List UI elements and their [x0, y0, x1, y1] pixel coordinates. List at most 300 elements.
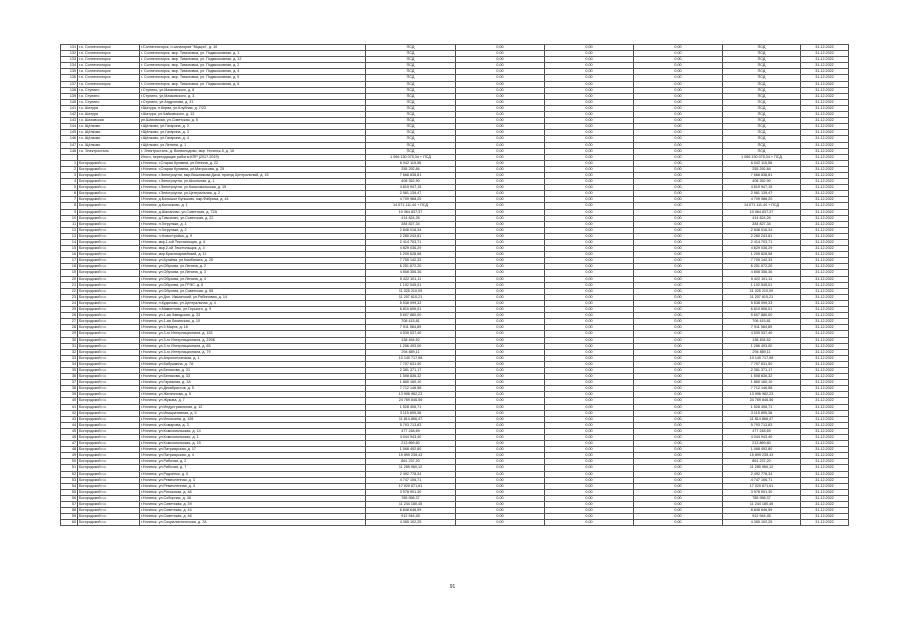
cell-total: 4 539 537,40 [366, 331, 456, 337]
cell-v2: 0,00 [545, 81, 634, 87]
cell-v1: 0,00 [456, 489, 545, 495]
cell-address: г.Ногинск, ул.Социалистическая, д. 7А [140, 520, 366, 526]
cell-v3: 0,00 [634, 185, 723, 191]
cell-v1: 0,00 [456, 355, 545, 361]
cell-address: г.Ногинск, п.Мамонтово, ул.Горького, д. 9 [140, 307, 366, 313]
cell-result: 255 292,84 [723, 166, 801, 172]
cell-address: г.Ногинск, ул.Белякова, д. 31 [140, 367, 366, 373]
cell-result: 294 889,11 [723, 349, 801, 355]
cell-v2: 0,00 [545, 258, 634, 264]
cell-v1: 0,00 [456, 288, 545, 294]
cell-municipality: Богородский г.о. [78, 435, 140, 441]
cell-v3: 0,00 [634, 160, 723, 166]
cell-v1: 0,00 [456, 112, 545, 118]
cell-result: 4 747 106,71 [723, 477, 801, 483]
cell-v2: 0,00 [545, 416, 634, 422]
cell-municipality: Богородский г.о. [78, 294, 140, 300]
cell-date: 31.12.2022 [801, 349, 849, 355]
cell-v1: 0,00 [456, 367, 545, 373]
cell-no: 133 [61, 57, 78, 63]
cell-v2: 0,00 [545, 471, 634, 477]
cell-v1: 0,00 [456, 349, 545, 355]
cell-municipality: г.о. Ступино [78, 99, 140, 105]
cell-result: 213 869,60 [723, 441, 801, 447]
cell-total: 3 978 901,30 [366, 489, 456, 495]
cell-date: 31.12.2022 [801, 514, 849, 520]
cell-result: ПСД [723, 105, 801, 111]
cell-date: 31.12.2022 [801, 233, 849, 239]
cell-date: 31.12.2022 [801, 502, 849, 508]
cell-municipality: Богородский г.о. [78, 172, 140, 178]
cell-no: 27 [61, 319, 78, 325]
cell-result: 785 958,37 [723, 495, 801, 501]
cell-result: 8 848 646,59 [723, 508, 801, 514]
cell-date: 31.12.2022 [801, 313, 849, 319]
cell-total: 1 508 836,32 [366, 374, 456, 380]
cell-result: 284 827,34 [723, 221, 801, 227]
cell-address: г.Щёлково, ул.Гагарина, д. 3 [140, 130, 366, 136]
cell-v3: 0,00 [634, 136, 723, 142]
cell-v2: 0,00 [545, 130, 634, 136]
cell-no: 60 [61, 520, 78, 526]
cell-result: 708 415,81 [723, 319, 801, 325]
cell-municipality: Богородский г.о. [78, 215, 140, 221]
cell-date: 31.12.2022 [801, 392, 849, 398]
cell-date: 31.12.2022 [801, 118, 849, 124]
cell-v1: 0,00 [456, 313, 545, 319]
cell-address: г.Ногинск, ул.Индустриальная, д. 12 [140, 404, 366, 410]
cell-total: ПСД [366, 112, 456, 118]
cell-total: ПСД [366, 99, 456, 105]
cell-address: г.Ногинск, ул.Комарова, д. 3 [140, 422, 366, 428]
cell-result: 2 981 139,47 [723, 191, 801, 197]
cell-municipality: г.о. Солнечногорск [78, 75, 140, 81]
cell-address: г. Солнечногорск, мкр. Тимоховка, ул. Подмосковная, д. 1 [140, 51, 366, 57]
cell-date: 31.12.2022 [801, 81, 849, 87]
cell-municipality: Богородский г.о. [78, 508, 140, 514]
cell-result: ПСД [723, 99, 801, 105]
cell-total: 708 415,81 [366, 319, 456, 325]
cell-v3: 0,00 [634, 447, 723, 453]
cell-v3: 0,00 [634, 367, 723, 373]
cell-v1: 0,00 [456, 252, 545, 258]
cell-total: 294 889,11 [366, 349, 456, 355]
cell-v1: 0,00 [456, 118, 545, 124]
cell-v2: 0,00 [545, 227, 634, 233]
cell-total: 5 607 880,00 [366, 313, 456, 319]
cell-result: 1 056 130 075,34 + ПСД [723, 154, 801, 160]
cell-v2: 0,00 [545, 160, 634, 166]
cell-result: 5 538 099,33 [723, 300, 801, 306]
cell-no: 14 [61, 240, 78, 246]
cell-address: г.Щёлково, ул.Гагарина, д. 4 [140, 136, 366, 142]
cell-v1: 0,00 [456, 87, 545, 93]
cell-municipality: Богородский г.о. [78, 441, 140, 447]
cell-municipality: Богородский г.о. [78, 398, 140, 404]
cell-address: г.Ногинск, ул.Рабочая, д. 7 [140, 465, 366, 471]
cell-date: 31.12.2022 [801, 495, 849, 501]
cell-v2: 0,00 [545, 197, 634, 203]
cell-address: г.Ногинск, ул.1-ая Заводская, д. 33 [140, 313, 366, 319]
cell-result: 7 707 631,50 [723, 361, 801, 367]
cell-v1: 0,00 [456, 398, 545, 404]
cell-result: 1 860 160,10 [723, 380, 801, 386]
table-body [61, 45, 849, 526]
cell-address: г.Ногинск, мкр.2-ой Текстильщик, д. 4 [140, 246, 366, 252]
cell-result: 4 044 943,40 [723, 435, 801, 441]
cell-v3: 0,00 [634, 215, 723, 221]
cell-no: 148 [61, 148, 78, 154]
cell-address: г.Ногинск, ул.Бугаёва, ул.Комбината, д. 25 [140, 258, 366, 264]
cell-municipality: г.о. Солнечногорск [78, 69, 140, 75]
cell-municipality: Богородский г.о. [78, 203, 140, 209]
cell-v3: 0,00 [634, 69, 723, 75]
cell-no: 8 [61, 203, 78, 209]
cell-v1: 0,00 [456, 179, 545, 185]
cell-address: г.Ногинск, ул.Советская, д. 46 [140, 514, 366, 520]
cell-municipality: Богородский г.о. [78, 246, 140, 252]
cell-municipality: Богородский г.о. [78, 252, 140, 258]
cell-v2: 0,00 [545, 172, 634, 178]
cell-no: 41 [61, 404, 78, 410]
cell-municipality: Богородский г.о. [78, 343, 140, 349]
cell-v3: 0,00 [634, 471, 723, 477]
cell-result: 14 071 111,44 + ПСД [723, 203, 801, 209]
cell-total: 24 769 846,56 [366, 398, 456, 404]
cell-result: 13 996 982,23 [723, 392, 801, 398]
cell-result: 11 814 866,47 [723, 416, 801, 422]
cell-date: 31.12.2022 [801, 428, 849, 434]
cell-total: 255 292,84 [366, 166, 456, 172]
cell-v2: 0,00 [545, 495, 634, 501]
cell-v1: 0,00 [456, 428, 545, 434]
cell-v2: 0,00 [545, 355, 634, 361]
cell-total: ПСД [366, 130, 456, 136]
cell-municipality: Богородский г.о. [78, 185, 140, 191]
cell-municipality: Богородский г.о. [78, 160, 140, 166]
cell-address: г.Ногинск, д.Кососково, д. 1 [140, 203, 366, 209]
cell-address: г. Солнечногорск, мкр. Тимоховка, ул. Подмосковная, д. 5 [140, 75, 366, 81]
cell-municipality: г.о. Ступино [78, 87, 140, 93]
cell-v2: 0,00 [545, 508, 634, 514]
cell-result: 7 911 584,89 [723, 325, 801, 331]
cell-result: 6 042 115,56 [723, 160, 801, 166]
cell-address: г.Ногинск, г.Электроугли, ул.Школьная, д. 1 [140, 179, 366, 185]
cell-v3: 0,00 [634, 349, 723, 355]
cell-no: 141 [61, 105, 78, 111]
cell-date: 31.12.2022 [801, 416, 849, 422]
cell-no: 4 [61, 179, 78, 185]
cell-no: 17 [61, 258, 78, 264]
cell-v1: 0,00 [456, 483, 545, 489]
cell-date: 31.12.2022 [801, 179, 849, 185]
cell-total: 138 454,52 [366, 337, 456, 343]
cell-v2: 0,00 [545, 441, 634, 447]
cell-v2: 0,00 [545, 209, 634, 215]
cell-v3: 0,00 [634, 508, 723, 514]
cell-address: г.Ступино, ул.Маяковского, д. 3 [140, 93, 366, 99]
cell-no: 137 [61, 81, 78, 87]
cell-no: 140 [61, 99, 78, 105]
cell-date: 31.12.2022 [801, 483, 849, 489]
cell-v1: 0,00 [456, 130, 545, 136]
cell-v2: 0,00 [545, 422, 634, 428]
cell-date: 31.12.2022 [801, 520, 849, 526]
cell-v2: 0,00 [545, 459, 634, 465]
cell-municipality: г.о. Щёлково [78, 124, 140, 130]
cell-v2: 0,00 [545, 191, 634, 197]
cell-v3: 0,00 [634, 240, 723, 246]
register-table [60, 44, 849, 526]
cell-v2: 0,00 [545, 337, 634, 343]
cell-date: 31.12.2022 [801, 45, 849, 51]
cell-v3: 0,00 [634, 221, 723, 227]
cell-no: 134 [61, 63, 78, 69]
cell-municipality: Богородский г.о. [78, 331, 140, 337]
cell-v3: 0,00 [634, 258, 723, 264]
cell-address: г.Ногинск, ул.Железнова, д. 5 [140, 392, 366, 398]
cell-v3: 0,00 [634, 172, 723, 178]
cell-total: 414 824,26 [366, 215, 456, 221]
cell-v3: 0,00 [634, 441, 723, 447]
cell-no: 132 [61, 51, 78, 57]
cell-municipality: Богородский г.о. [78, 227, 140, 233]
cell-v3: 0,00 [634, 124, 723, 130]
cell-result: 1 102 545,01 [723, 282, 801, 288]
cell-v2: 0,00 [545, 246, 634, 252]
cell-v1: 0,00 [456, 185, 545, 191]
cell-result: ПСД [723, 87, 801, 93]
cell-result: ПСД [723, 45, 801, 51]
cell-no: 47 [61, 441, 78, 447]
cell-v2: 0,00 [545, 276, 634, 282]
cell-result: 7 668 838,81 [723, 172, 801, 178]
cell-date: 31.12.2022 [801, 398, 849, 404]
cell-total: 5 793 713,83 [366, 422, 456, 428]
cell-v3: 0,00 [634, 459, 723, 465]
cell-municipality: Богородский г.о. [78, 374, 140, 380]
cell-v3: 0,00 [634, 416, 723, 422]
cell-v1: 0,00 [456, 508, 545, 514]
cell-result: 7 705 142,33 [723, 258, 801, 264]
cell-total: ПСД [366, 51, 456, 57]
cell-v1: 0,00 [456, 221, 545, 227]
cell-total: 4 365 102,25 [366, 520, 456, 526]
cell-no: 33 [61, 355, 78, 361]
cell-total: 13 996 982,23 [366, 392, 456, 398]
cell-municipality: Богородский г.о. [78, 264, 140, 270]
cell-result: ПСД [723, 118, 801, 124]
cell-municipality: Богородский г.о. [78, 288, 140, 294]
cell-total: ПСД [366, 148, 456, 154]
cell-v2: 0,00 [545, 166, 634, 172]
cell-no: 53 [61, 477, 78, 483]
cell-address: г.Ногинск, д.Тимохово, ул.Советская, д. 22 [140, 215, 366, 221]
cell-date: 31.12.2022 [801, 197, 849, 203]
cell-v1: 0,00 [456, 270, 545, 276]
cell-no: 54 [61, 483, 78, 489]
cell-v1: 0,00 [456, 203, 545, 209]
cell-date: 31.12.2022 [801, 343, 849, 349]
cell-v3: 0,00 [634, 294, 723, 300]
cell-date: 31.12.2022 [801, 87, 849, 93]
cell-v3: 0,00 [634, 288, 723, 294]
cell-municipality: г.о. Солнечногорск [78, 45, 140, 51]
cell-v3: 0,00 [634, 392, 723, 398]
cell-v2: 0,00 [545, 45, 634, 51]
cell-no: 35 [61, 367, 78, 373]
cell-v3: 0,00 [634, 203, 723, 209]
cell-v1: 0,00 [456, 386, 545, 392]
cell-no: 138 [61, 87, 78, 93]
cell-address: г.Ногинск, ул.3-го Интернационала, д. 229Б [140, 337, 366, 343]
cell-date: 31.12.2022 [801, 51, 849, 57]
cell-date: 31.12.2022 [801, 276, 849, 282]
cell-municipality: г.о. Шатура [78, 112, 140, 118]
cell-result: 10 064 837,37 [723, 209, 801, 215]
cell-v3: 0,00 [634, 166, 723, 172]
cell-total: ПСД [366, 124, 456, 130]
cell-result: 7 712 146,58 [723, 386, 801, 392]
cell-v1: 0,00 [456, 502, 545, 508]
cell-municipality: г.о. Солнечногорск [78, 81, 140, 87]
cell-no: 55 [61, 489, 78, 495]
cell-total: 4 819 947,15 [366, 185, 456, 191]
cell-address: Итого, переходящие работы КПР (2017-2019) [140, 154, 366, 160]
cell-v3: 0,00 [634, 209, 723, 215]
cell-v3: 0,00 [634, 112, 723, 118]
cell-date: 31.12.2022 [801, 246, 849, 252]
cell-no: 23 [61, 294, 78, 300]
cell-total: 7 707 631,50 [366, 361, 456, 367]
cell-result: 6 810 606,01 [723, 307, 801, 313]
cell-v1: 0,00 [456, 142, 545, 148]
cell-no: 12 [61, 227, 78, 233]
cell-date: 31.12.2022 [801, 410, 849, 416]
cell-result: 1 266 493,00 [723, 343, 801, 349]
cell-v3: 0,00 [634, 81, 723, 87]
cell-result: 861 237,20 [723, 459, 801, 465]
cell-address: г.Ногинск, г.Электроугли, ул.Комсомольская, д. 15 [140, 185, 366, 191]
cell-total: ПСД [366, 93, 456, 99]
cell-no: 30 [61, 337, 78, 343]
cell-result: 414 824,26 [723, 215, 801, 221]
cell-date: 31.12.2022 [801, 374, 849, 380]
cell-v2: 0,00 [545, 233, 634, 239]
cell-v3: 0,00 [634, 435, 723, 441]
cell-v3: 0,00 [634, 252, 723, 258]
cell-total: ПСД [366, 63, 456, 69]
cell-v2: 0,00 [545, 477, 634, 483]
cell-v3: 0,00 [634, 361, 723, 367]
cell-v2: 0,00 [545, 185, 634, 191]
cell-no: 28 [61, 325, 78, 331]
cell-result: 2 381 371,17 [723, 367, 801, 373]
cell-result: 4 709 988,20 [723, 197, 801, 203]
cell-municipality: Богородский г.о. [78, 276, 140, 282]
cell-date: 31.12.2022 [801, 300, 849, 306]
cell-municipality: Богородский г.о. [78, 416, 140, 422]
cell-v3: 0,00 [634, 118, 723, 124]
cell-v3: 0,00 [634, 331, 723, 337]
cell-v1: 0,00 [456, 453, 545, 459]
cell-municipality: Богородский г.о. [78, 447, 140, 453]
cell-date: 31.12.2022 [801, 215, 849, 221]
cell-result: ПСД [723, 81, 801, 87]
cell-total: 17 020 671,61 [366, 483, 456, 489]
cell-date: 31.12.2022 [801, 160, 849, 166]
cell-total: 6 810 606,01 [366, 307, 456, 313]
cell-address: г.Ногинск, ул.Декабристов, д. 5 [140, 386, 366, 392]
cell-municipality: Богородский г.о. [78, 477, 140, 483]
cell-total: 7 712 146,58 [366, 386, 456, 392]
cell-v3: 0,00 [634, 386, 723, 392]
cell-municipality: Богородский г.о. [78, 502, 140, 508]
cell-address: г.Ногинск, ул.Соборная, д. 48 [140, 495, 366, 501]
cell-address: г.Ногинск, ул.Жукова, д. 7 [140, 398, 366, 404]
cell-no: 36 [61, 374, 78, 380]
cell-result: 24 769 846,56 [723, 398, 801, 404]
cell-total: 7 911 584,89 [366, 325, 456, 331]
cell-total: 2 381 371,17 [366, 367, 456, 373]
cell-v1: 0,00 [456, 258, 545, 264]
cell-date: 31.12.2022 [801, 105, 849, 111]
cell-v1: 0,00 [456, 166, 545, 172]
cell-date: 31.12.2022 [801, 124, 849, 130]
cell-v2: 0,00 [545, 252, 634, 258]
cell-v1: 0,00 [456, 404, 545, 410]
cell-result: 10 140 717,98 [723, 355, 801, 361]
cell-v1: 0,00 [456, 45, 545, 51]
cell-total: 8 848 646,59 [366, 508, 456, 514]
cell-v3: 0,00 [634, 99, 723, 105]
cell-no: 11 [61, 221, 78, 227]
cell-date: 31.12.2022 [801, 130, 849, 136]
cell-municipality: Богородский г.о. [78, 313, 140, 319]
cell-result: 6 251 672,20 [723, 264, 801, 270]
cell-date: 31.12.2022 [801, 154, 849, 160]
cell-date: 31.12.2022 [801, 112, 849, 118]
cell-v1: 0,00 [456, 307, 545, 313]
cell-address: г.Ногинск, ул.Обухова, ул.Ленина, д. 2 [140, 264, 366, 270]
cell-result: ПСД [723, 75, 801, 81]
cell-address: г.Ногинск, ул.Комсомольская, д. 14 [140, 428, 366, 434]
cell-result: ПСД [723, 124, 801, 130]
cell-date: 31.12.2022 [801, 209, 849, 215]
cell-no: 48 [61, 447, 78, 453]
cell-date: 31.12.2022 [801, 258, 849, 264]
cell-address: г. Солнечногорск, мкр. Тимоховка, ул. Подмосковная, д. 2 [140, 63, 366, 69]
cell-address: г.Ногинск, д.Большое Буньково, мкр.Фабрика, д. 44 [140, 197, 366, 203]
cell-address: г.Ногинск, ул.Инициативная, д. 5 [140, 410, 366, 416]
cell-total: 4 709 988,20 [366, 197, 456, 203]
cell-v2: 0,00 [545, 118, 634, 124]
cell-total: 477 248,69 [366, 428, 456, 434]
cell-no: 131 [61, 45, 78, 51]
cell-date: 31.12.2022 [801, 337, 849, 343]
cell-date: 31.12.2022 [801, 240, 849, 246]
cell-no: 24 [61, 300, 78, 306]
cell-v3: 0,00 [634, 276, 723, 282]
cell-total: 1 056 130 075,34 + ПСД [366, 154, 456, 160]
cell-v1: 0,00 [456, 422, 545, 428]
cell-v3: 0,00 [634, 343, 723, 349]
cell-date: 31.12.2022 [801, 422, 849, 428]
cell-v1: 0,00 [456, 264, 545, 270]
cell-total: 912 944,45 [366, 514, 456, 520]
cell-address: г.Ногинск, ул.Обухова, ул.ГРЭС, д. 6 [140, 282, 366, 288]
cell-address: г.Щёлково, ул.Гагарина, д. 2 [140, 124, 366, 130]
